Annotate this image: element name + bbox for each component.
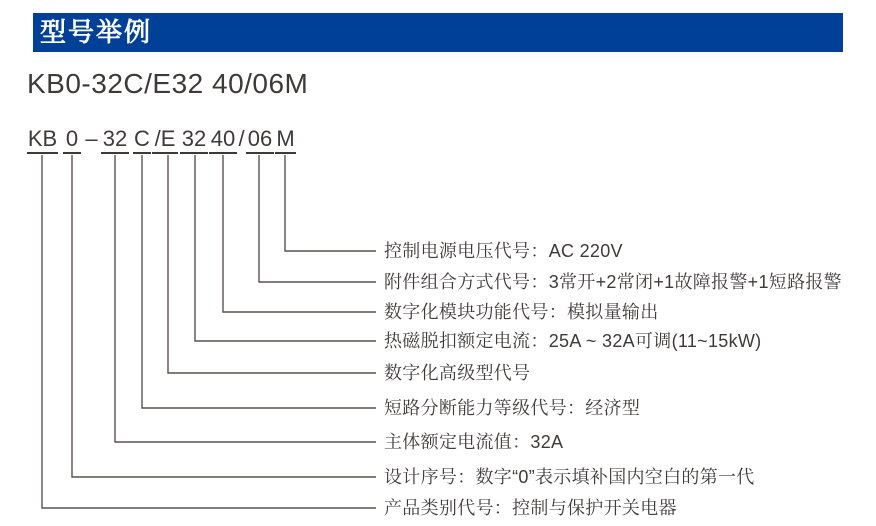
diagram-label: 控制电源电压代号：AC 220V [384,241,623,261]
section-header-banner: 型号举例 [33,13,843,52]
connector-line [285,155,376,251]
code-segment: M [275,125,296,154]
code-segment: / [238,126,245,151]
code-segment: C [133,125,151,154]
connector-line [72,155,376,477]
code-segment: 06 [246,125,274,154]
code-segment: 32 [180,125,208,154]
connector-line [115,155,376,442]
connector-line [259,155,376,282]
code-segment: 40 [209,125,237,154]
diagram-label: 热磁脱扣额定电流：25A ~ 32A可调(11~15kW) [384,331,762,351]
diagram-label: 数字化高级型代号 [384,363,531,383]
code-segment: – [85,126,98,151]
code-segment: KB [27,125,58,154]
code-segment: 32 [101,125,129,154]
diagram-label: 主体额定电流值：32A [384,432,564,452]
code-segment: 0 [63,125,81,154]
model-example-title: KB0-32C/E32 40/06M [27,68,309,99]
connector-line [42,155,376,508]
connector-line [223,155,376,312]
diagram-label: 附件组合方式代号：3常开+2常闭+1故障报警+1短路报警 [384,272,842,292]
code-segment: /E [152,125,178,154]
diagram-label: 数字化模块功能代号：模拟量输出 [384,302,659,322]
diagram-label: 短路分断能力等级代号：经济型 [384,398,641,418]
diagram-label: 设计序号：数字“0”表示填补国内空白的第一代 [384,467,755,487]
diagram-label: 产品类别代号：控制与保护开关电器 [384,498,677,518]
